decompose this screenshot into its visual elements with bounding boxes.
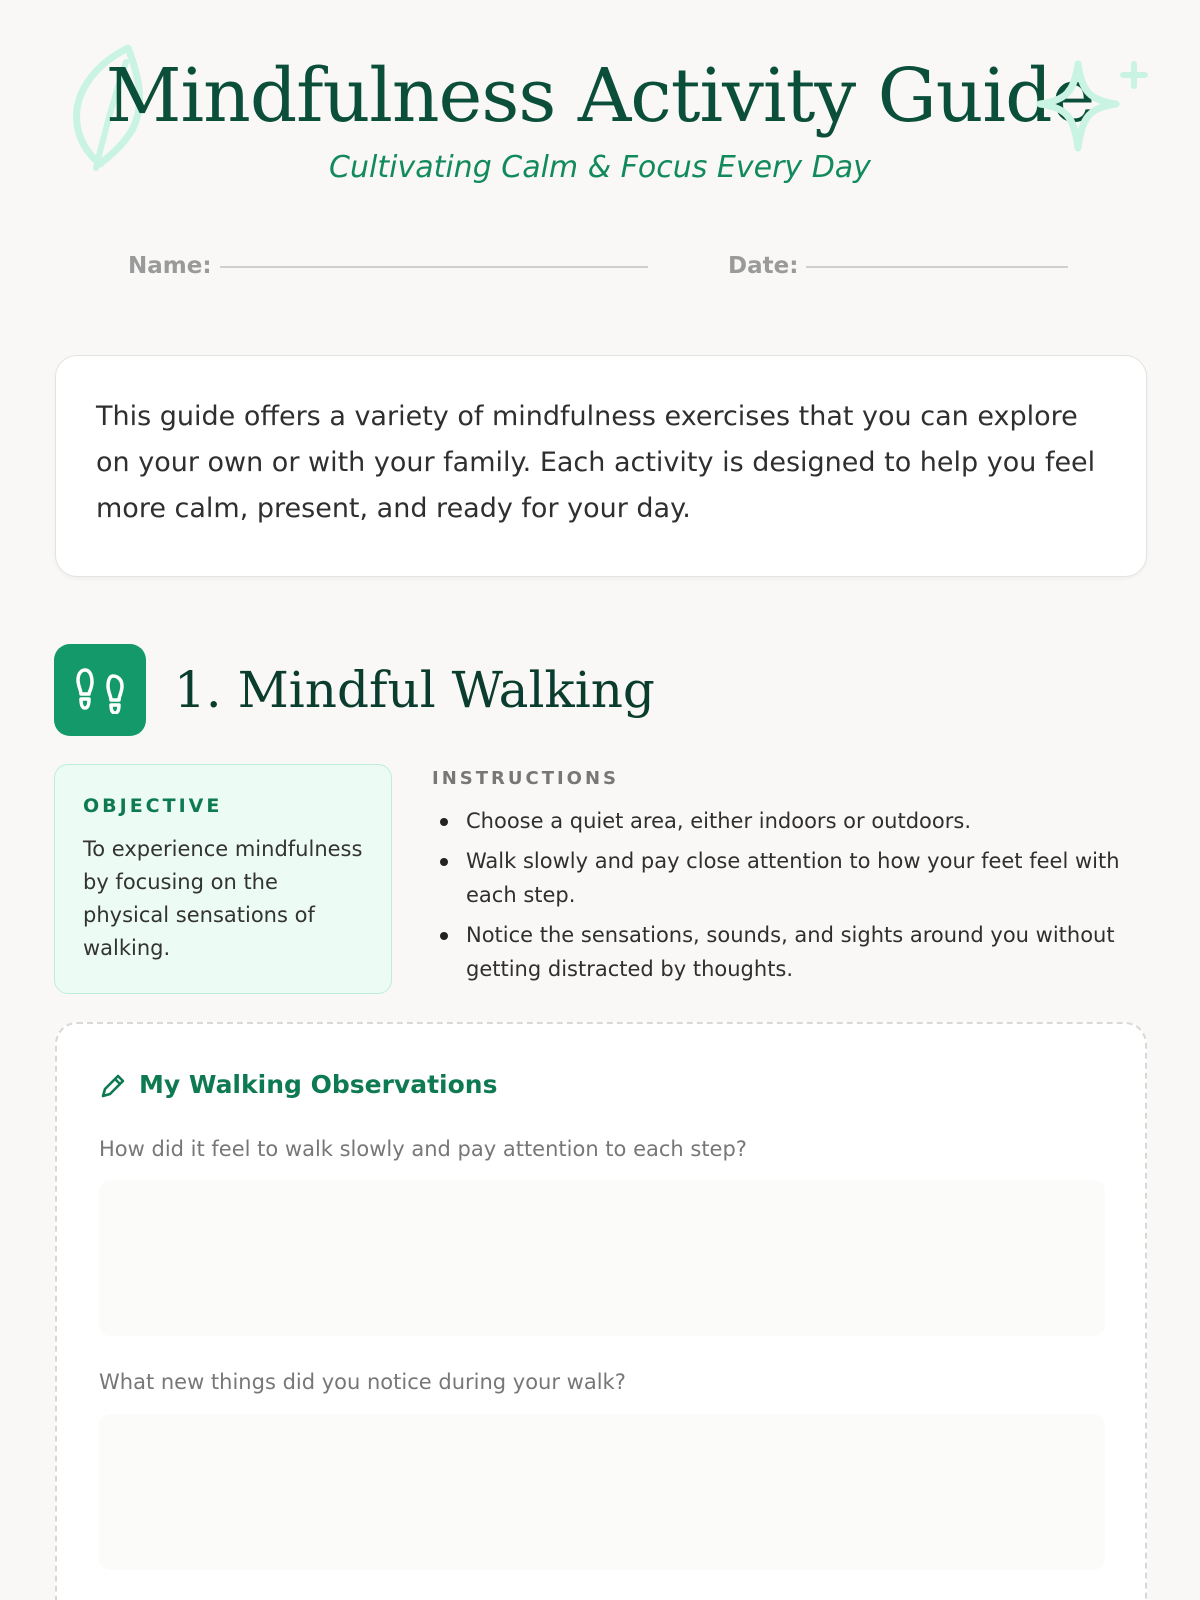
page-title: Mindfulness Activity Guide xyxy=(105,53,1095,139)
instruction-item: Notice the sensations, sounds, and sights around you without getting distracted by thoughts. xyxy=(432,918,1152,986)
question-label: What new things did you notice during your walk? xyxy=(99,1370,626,1394)
objective-text: To experience mindfulness by focusing on the physical sensations of walking. xyxy=(83,837,363,960)
observations-header xyxy=(99,1066,799,1106)
instruction-item: Walk slowly and pay close attention to how your feet feel with each step. xyxy=(432,844,1152,912)
name-field[interactable] xyxy=(220,266,648,268)
instructions-list xyxy=(432,804,1152,986)
section-header-mindful-walking xyxy=(54,644,954,738)
observations-title: My Walking Observations xyxy=(139,1070,498,1099)
footprints-icon xyxy=(54,644,146,736)
answer-field[interactable] xyxy=(99,1414,1105,1570)
instructions xyxy=(432,766,1152,992)
date-label: Date: xyxy=(728,253,799,279)
page-header xyxy=(0,0,1200,210)
section-title: 1. Mindful Walking xyxy=(174,661,655,719)
question-label: How did it feel to walk slowly and pay attention to each step? xyxy=(99,1137,747,1161)
intro-card xyxy=(55,355,1147,577)
instruction-item: Choose a quiet area, either indoors or outdoors. xyxy=(432,804,1152,838)
instructions-label: INSTRUCTIONS xyxy=(432,768,619,789)
intro-text: This guide offers a variety of mindfulness exercises that you can explore on your own or with your family. Each activity is designed to help you feel more calm, present, and ready for your day. xyxy=(96,401,1096,524)
answer-field[interactable] xyxy=(99,1180,1105,1336)
sparkle-icon xyxy=(1036,58,1154,158)
objective-label: OBJECTIVE xyxy=(83,795,223,817)
observations-card xyxy=(55,1022,1147,1600)
name-label: Name: xyxy=(128,253,212,279)
pencil-icon xyxy=(99,1072,127,1100)
date-field[interactable] xyxy=(806,266,1068,268)
name-date-fields xyxy=(128,248,1078,288)
page-subtitle: Cultivating Calm & Focus Every Day xyxy=(329,150,871,185)
objective-box xyxy=(54,764,392,994)
